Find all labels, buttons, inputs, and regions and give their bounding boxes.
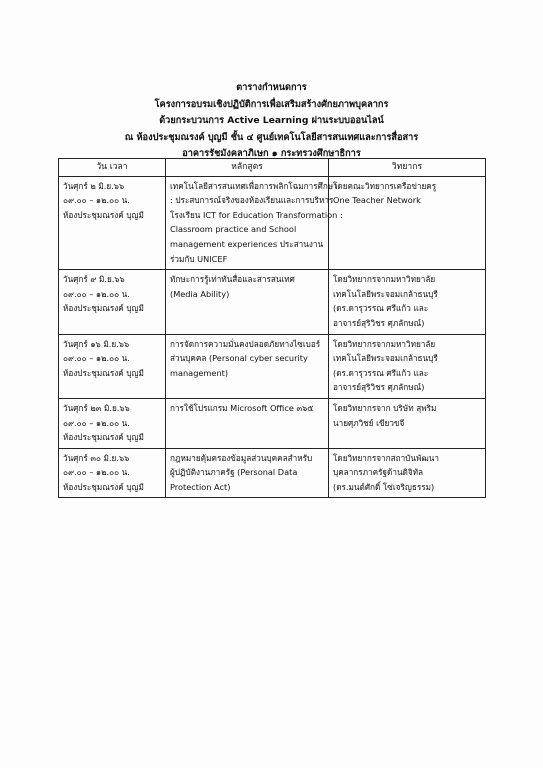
speaker-text: (ดร.ดารุวรรณ ศรีแก้ว และ — [333, 303, 429, 314]
speaker-text: โดยวิทยากรจากมหาวิทยาลัย — [333, 338, 436, 349]
course-text: Protection Act) — [170, 481, 231, 492]
table-row — [59, 398, 486, 448]
venue-text: ห้องประชุมณรงค์ บุญมี — [63, 209, 144, 220]
speaker-cell — [329, 398, 486, 448]
course-cell — [166, 334, 329, 398]
speaker-cell — [329, 448, 486, 498]
course-text: โรงเรียน ICT for Education Transformation : — [170, 209, 343, 220]
speaker-text: (ดร.ดารุวรรณ ศรีแก้ว และ — [333, 367, 429, 378]
title-line: โครงการอบรมเชิงปฏิบัติการเพื่อเสริมสร้างศักยภาพบุคลากร — [154, 98, 389, 110]
course-cell — [166, 270, 329, 334]
venue-text: ห้องประชุมณรงค์ บุญมี — [63, 481, 144, 492]
venue-text: ห้องประชุมณรงค์ บุญมี — [63, 367, 144, 378]
course-text: (Media Ability) — [170, 288, 230, 299]
speaker-text: One Teacher Network — [333, 195, 421, 206]
venue-text: ห้องประชุมณรงค์ บุญมี — [63, 303, 144, 314]
time-text: ๐๙.๐๐ – ๑๒.๐๐ น. — [63, 288, 130, 299]
speaker-text: เทคโนโลยีพระจอมเกล้าธนบุรี — [333, 353, 438, 364]
date-text: วันศุกร์ ๙ มิ.ย.๖๖ — [63, 274, 125, 285]
title-line: ด้วยกระบวนการ Active Learning ผ่านระบบออนไลน์ — [159, 115, 384, 127]
course-text: ร่วมกับ UNICEF — [170, 253, 228, 264]
table-row — [59, 334, 486, 398]
speaker-text: นายศุภวิชย์ เขียวขจี — [333, 417, 405, 428]
speaker-text: อาจารย์สุริวิชร ศุภลักษณ์) — [333, 317, 425, 328]
speaker-text: โดยวิทยากรจาก บริษัท สุพริม — [333, 402, 437, 413]
datetime-cell — [59, 270, 166, 334]
time-text: ๐๙.๐๐ – ๑๒.๐๐ น. — [63, 353, 130, 364]
course-text: ผู้ปฏิบัติงานภาครัฐ (Personal Data — [170, 467, 298, 478]
time-text: ๐๙.๐๐ – ๑๒.๐๐ น. — [63, 195, 130, 206]
table-row — [59, 176, 486, 270]
title-line: อาคารรัชมังคลาภิเษก ๑ กระทรวงศึกษาธิการ — [182, 148, 361, 160]
date-text: วันศุกร์ ๓๐ มิ.ย.๖๖ — [63, 452, 130, 463]
datetime-cell — [59, 448, 166, 498]
date-text: วันศุกร์ ๒ มิ.ย.๖๖ — [63, 180, 125, 191]
course-text: management experiences ประสานงาน — [170, 238, 324, 249]
time-text: ๐๙.๐๐ – ๑๒.๐๐ น. — [63, 467, 130, 478]
course-cell — [166, 176, 343, 270]
time-text: ๐๙.๐๐ – ๑๒.๐๐ น. — [63, 417, 130, 428]
table-header-row — [59, 159, 486, 177]
speaker-cell — [329, 334, 486, 398]
course-text: ทักษะการรู้เท่าทันสื่อและสารสนเทศ — [170, 274, 295, 285]
header-datetime: วัน เวลา — [59, 159, 166, 177]
schedule-table — [58, 158, 486, 498]
speaker-text: โดยวิทยากรจากสถาบันพัฒนา — [333, 452, 439, 463]
course-text: เทคโนโลยีสารสนเทศเพื่อการพลิกโฉมการศึกษา — [170, 180, 338, 191]
course-cell — [166, 448, 329, 498]
datetime-cell — [59, 176, 166, 270]
datetime-cell — [59, 398, 166, 448]
speaker-text: (ดร.มนต์ศักดิ์ โซ่เจริญธรรม) — [333, 481, 435, 492]
speaker-cell — [329, 270, 486, 334]
header-course: หลักสูตร — [166, 159, 329, 177]
datetime-cell — [59, 334, 166, 398]
title-line: ณ ห้องประชุมณรงค์ บุญมี ชั้น ๔ ศูนย์เทคโนโลยีสารสนเทศและการสื่อสาร — [124, 131, 419, 143]
venue-text: ห้องประชุมณรงค์ บุญมี — [63, 432, 144, 443]
table-row — [59, 448, 486, 498]
course-text: : ประสบการณ์จริงของห้องเรียนและการบริหาร — [170, 195, 334, 206]
header-speaker: วิทยากร — [329, 159, 486, 177]
speaker-cell — [329, 176, 486, 270]
table-row — [59, 270, 486, 334]
course-text: management) — [170, 367, 229, 378]
speaker-text: เทคโนโลยีพระจอมเกล้าธนบุรี — [333, 288, 438, 299]
course-text: กฎหมายคุ้มครองข้อมูลส่วนบุคคลสำหรับ — [170, 452, 313, 463]
speaker-text: โดยวิทยากรจากมหาวิทยาลัย — [333, 274, 436, 285]
date-text: วันศุกร์ ๒๓ มิ.ย.๖๖ — [63, 402, 130, 413]
speaker-text: โดยคณะวิทยากรเครือข่ายครู — [333, 180, 437, 191]
course-text: การจัดการความมั่นคงปลอดภัยทางไซเบอร์ — [170, 338, 321, 349]
speaker-text: อาจารย์สุริวิชร ศุภลักษณ์) — [333, 382, 425, 393]
document-title — [40, 80, 503, 163]
speaker-text: บุคลากรภาครัฐด้านดิจิทัล — [333, 467, 424, 478]
course-text: ส่วนบุคคล (Personal cyber security — [170, 353, 308, 364]
date-text: วันศุกร์ ๑๖ มิ.ย.๖๖ — [63, 338, 130, 349]
title-line: ตารางกำหนดการ — [236, 82, 307, 93]
course-cell — [166, 398, 329, 448]
course-text: การใช้โปรแกรม Microsoft Office ๓๖๕ — [170, 402, 314, 413]
course-text: Classroom practice and School — [170, 224, 297, 235]
